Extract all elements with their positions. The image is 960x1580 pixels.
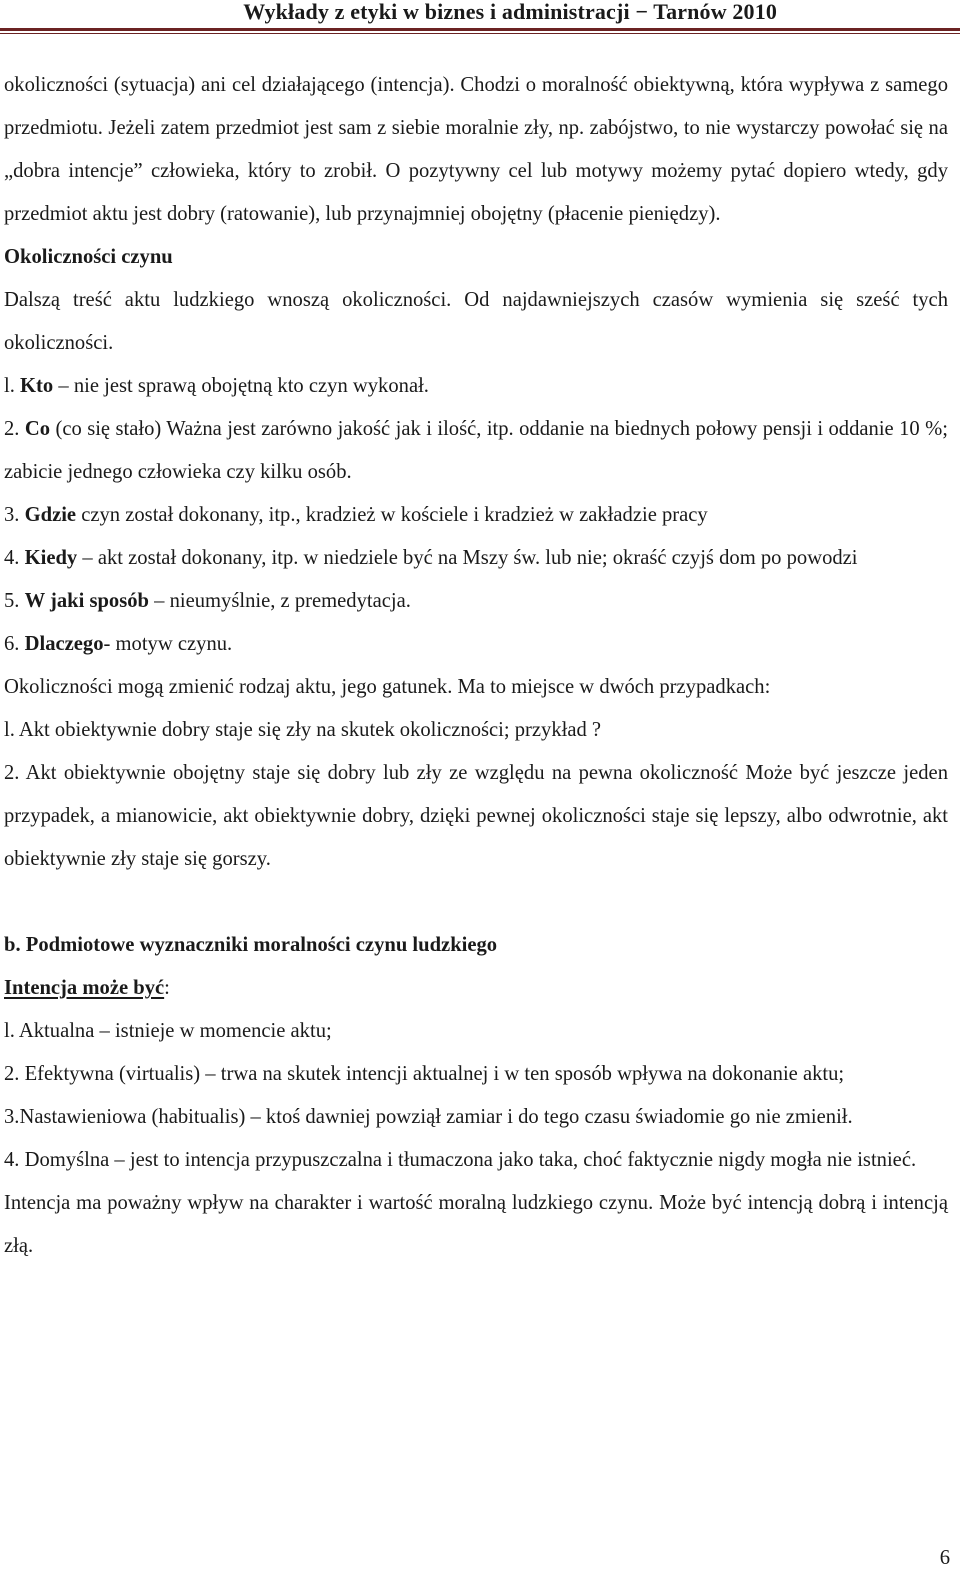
item-term: Dlaczego <box>24 633 104 655</box>
item-term: Co <box>24 418 51 440</box>
item-number: 4. <box>4 547 25 569</box>
section-b-heading: b. Podmiotowe wyznaczniki moralności czynu ludzkiego <box>4 934 498 956</box>
intention-heading: Intencja może być <box>4 977 165 999</box>
header-rule-thin <box>0 33 960 34</box>
header-title: Wykłady z etyki w biznes i administracji − Tarnów 2010 <box>243 0 777 24</box>
item-text: (co się stało) Ważna jest zarówno jakość jak i ilość, itp. oddanie na biednych połowy pensji i oddanie 10 %; zabicie jednego człowieka czy kilku osób. <box>4 418 949 483</box>
intention-type-implicit: 4. Domyślna – jest to intencja przypuszczalna i tłumaczona jako taka, choć faktycznie nigdy mogła nie istnieć. <box>4 1149 917 1171</box>
change-case-1: l. Akt obiektywnie dobry staje się zły na skutek okoliczności; przykład ? <box>4 719 602 741</box>
circumstance-item-why <box>4 623 948 666</box>
section-spacer <box>4 881 948 924</box>
item-number: 2. <box>4 418 25 440</box>
circumstance-item-how <box>4 580 948 623</box>
item-text: – akt został dokonany, itp. w niedziele być na Mszy św. lub nie; okraść czyjś dom po powodzi <box>77 547 858 569</box>
page-header <box>0 0 960 38</box>
item-text: – nieumyślnie, z premedytacja. <box>148 590 411 612</box>
item-term: Kiedy <box>24 547 78 569</box>
item-text: – nie jest sprawą obojętną kto czyn wykonał. <box>53 375 429 397</box>
intention-type-actual: l. Aktualna – istnieje w momencie aktu; <box>4 1020 332 1042</box>
intention-heading-colon: : <box>164 977 170 999</box>
circumstance-item-when <box>4 537 948 580</box>
closing-paragraph: Intencja ma poważny wpływ na charakter i wartość moralną ludzkiego czynu. Może być intencją dobrą i intencją złą. <box>4 1192 948 1257</box>
intention-heading-line <box>4 967 948 1010</box>
item-text: - motyw czynu. <box>103 633 233 655</box>
circumstance-item-where <box>4 494 948 537</box>
item-term: W jaki sposób <box>24 590 149 612</box>
change-case-2: 2. Akt obiektywnie obojętny staje się dobry lub zły ze względu na pewna okoliczność Może być jeszcze jeden przypadek, a mianowicie, akt obiektywnie dobry, dzięki pewnej okoliczności staje się lepszy, albo odwrotnie, akt obiektywnie zły staje się gorszy. <box>4 762 948 870</box>
item-number: l. <box>4 375 21 397</box>
circumstances-heading: Okoliczności czynu <box>4 246 173 268</box>
intro-paragraph: okoliczności (sytuacja) ani cel działającego (intencja). Chodzi o moralność obiektywną, która wypływa z samego przedmiotu. Jeżeli zatem przedmiot jest sam z siebie moralnie zły, np. zabójstwo, to nie wystarczy powołać się na „dobra intencje” człowieka, który to zrobił. O pozytywny cel lub motywy możemy pytać dopiero wtedy, gdy przedmiot aktu jest dobry (ratowanie), lub przynajmniej obojętny (płacenie pieniędzy). <box>4 74 948 225</box>
item-number: 3. <box>4 504 25 526</box>
header-rule-thick <box>0 28 960 31</box>
item-text: czyn został dokonany, itp., kradzież w kościele i kradzież w zakładzie pracy <box>76 504 708 526</box>
intention-type-virtual: 2. Efektywna (virtualis) – trwa na skutek intencji aktualnej i w ten sposób wpływa na dokonanie aktu; <box>4 1063 845 1085</box>
intention-type-habitual: 3.Nastawieniowa (habitualis) – ktoś dawniej powziął zamiar i do tego czasu świadomie go nie zmienił. <box>4 1106 853 1128</box>
page-number: 6 <box>939 1547 950 1569</box>
circumstance-item-who <box>4 365 948 408</box>
circumstance-item-what <box>4 408 948 494</box>
item-number: 6. <box>4 633 25 655</box>
item-term: Kto <box>20 375 54 397</box>
change-intro: Okoliczności mogą zmienić rodzaj aktu, jego gatunek. Ma to miejsce w dwóch przypadkach: <box>4 676 771 698</box>
document-body <box>4 64 948 1268</box>
item-term: Gdzie <box>24 504 77 526</box>
item-number: 5. <box>4 590 25 612</box>
circumstances-intro: Dalszą treść aktu ludzkiego wnoszą okoliczności. Od najdawniejszych czasów wymienia się sześć tych okoliczności. <box>4 289 948 354</box>
